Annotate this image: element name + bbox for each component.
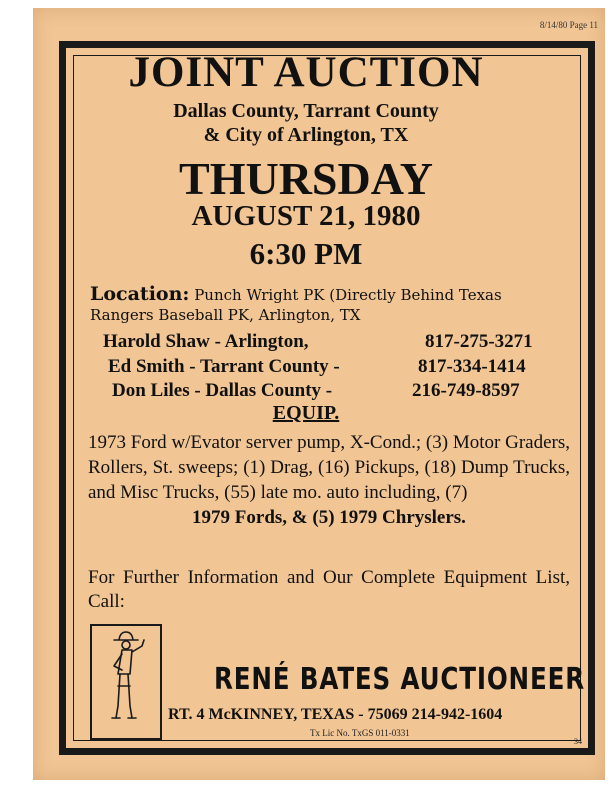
contact-name-3: Don Liles - Dallas County -	[112, 380, 333, 401]
auction-date: AUGUST 21, 1980	[191, 200, 421, 232]
location-line1: Punch Wright PK (Directly Behind Texas	[194, 286, 502, 304]
equip-last-line: 1979 Fords, & (5) 1979 Chryslers.	[192, 507, 466, 528]
location-label: Location:	[90, 283, 190, 305]
auction-time: 6:30 PM	[249, 236, 363, 271]
ad-title: JOINT AUCTION	[128, 49, 484, 96]
contact-name-1: Harold Shaw - Arlington,	[103, 331, 309, 352]
auction-day: THURSDAY	[179, 153, 433, 204]
contact-name-2: Ed Smith - Tarrant County -	[108, 356, 340, 377]
contact-phone-2: 817-334-1414	[418, 356, 526, 377]
page-header: 8/14/80 Page 11	[539, 20, 598, 30]
subtitle-line2: & City of Arlington, TX	[203, 124, 409, 146]
equip-heading: EQUIP.	[272, 402, 340, 424]
further-info: For Further Information and Our Complete Equipment List, Call:	[88, 567, 570, 612]
location-block	[90, 284, 580, 325]
contact-phone-1: 817-275-3271	[425, 331, 533, 352]
subtitle-line1: Dallas County, Tarrant County	[173, 100, 439, 122]
license-number: Tx Lic No. TxGS 011-0331	[310, 728, 410, 738]
auctioneer-address: RT. 4 McKINNEY, TEXAS - 75069 214-942-1604	[168, 706, 503, 723]
auctioneer-name: RENÉ BATES AUCTIONEER	[214, 662, 585, 697]
corner-mark: 34	[574, 737, 582, 746]
auctioneer-logo	[90, 624, 162, 740]
contact-phone-3: 216-749-8597	[412, 380, 520, 401]
cowboy-icon	[92, 626, 160, 738]
location-line2: Rangers Baseball PK, Arlington, TX	[90, 306, 361, 324]
equip-list	[88, 430, 570, 530]
equip-text: 1973 Ford w/Evator server pump, X-Cond.; (3) Motor Graders, Rollers, St. sweeps; (1) Drag, (16) Pickups, (18) Dump Trucks, and Misc Trucks, (55) late mo. auto including, (7)	[88, 432, 570, 503]
